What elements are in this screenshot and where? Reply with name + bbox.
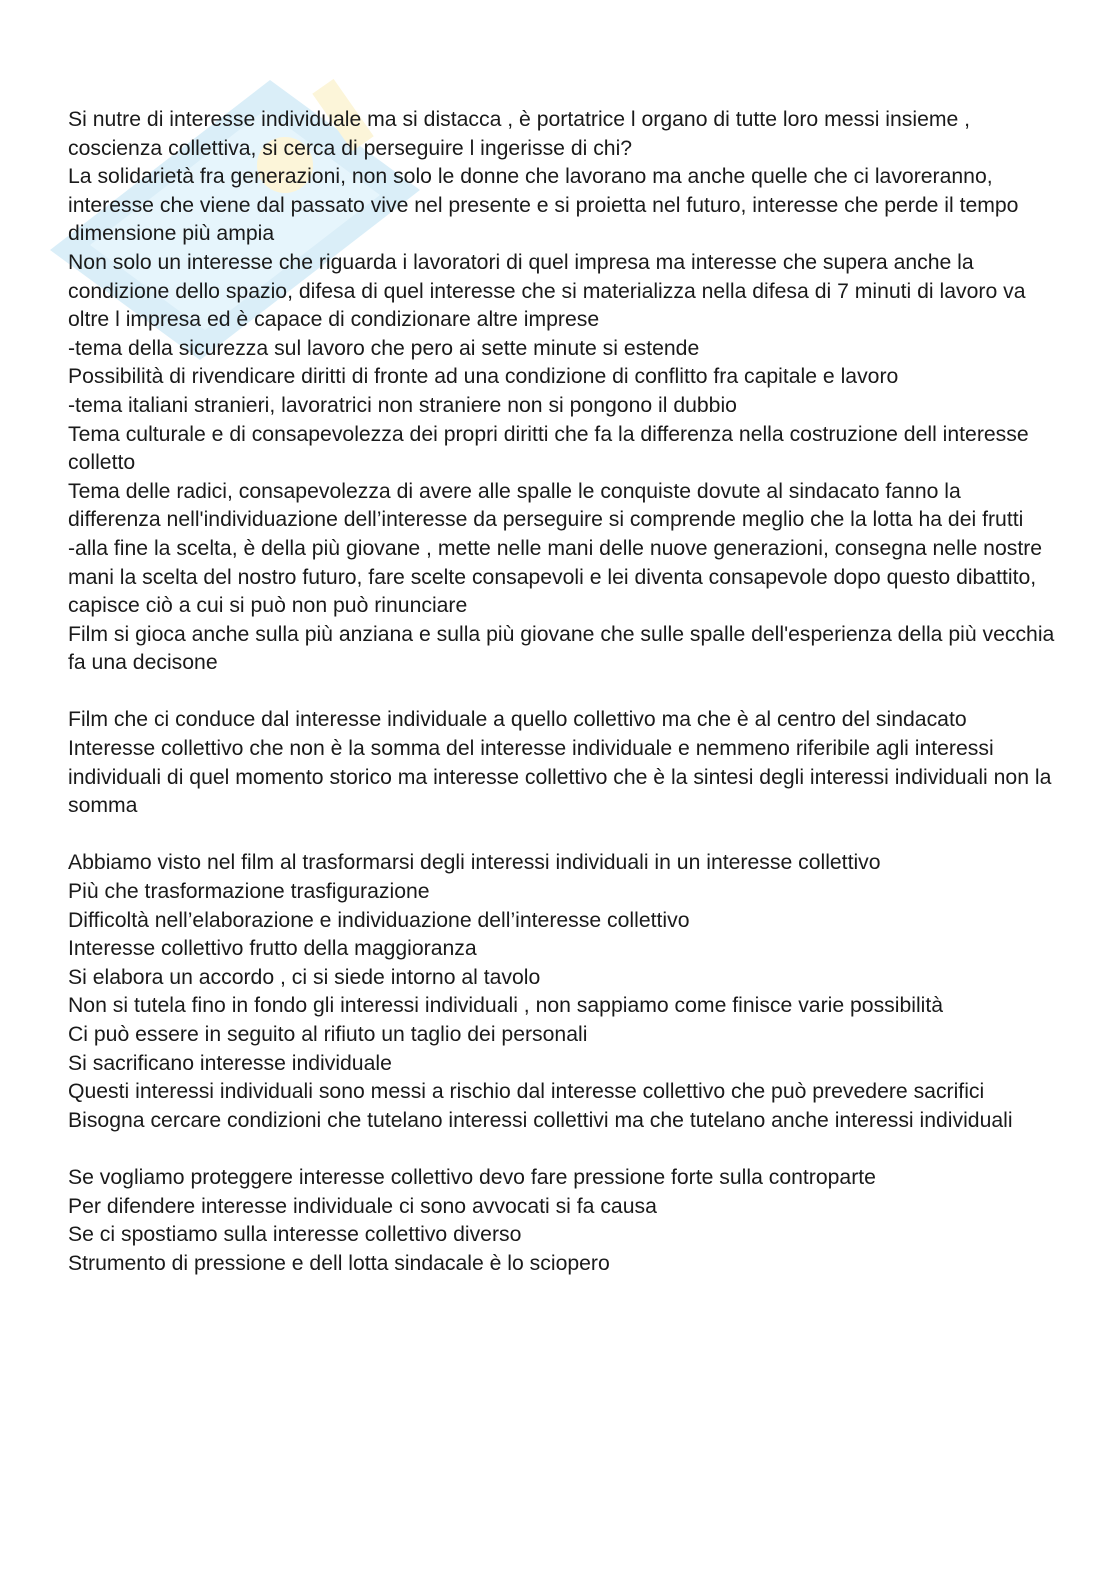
paragraph: Se ci spostiamo sulla interesse collettivo diverso [68,1223,522,1247]
paragraph: Film che ci conduce dal interesse individuale a quello collettivo ma che è al centro del sindacato [68,708,967,732]
document-body [68,106,1058,1278]
paragraph-gap [68,678,1058,707]
paragraph: Possibilità di rivendicare diritti di fronte ad una condizione di conflitto fra capitale e lavoro [68,365,899,389]
paragraph: Più che trasformazione trasfigurazione [68,880,430,904]
paragraph-gap [68,821,1058,850]
paragraph: Non solo un interesse che riguarda i lavoratori di quel impresa ma interesse che supera anche la condizione dello spazio, difesa di quel interesse che si materializza nella difesa di 7 minuti di lavoro va oltre l impresa ed è capace di condizionare altre imprese [68,250,1026,332]
paragraph-gap [68,1135,1058,1164]
paragraph: Difficoltà nell’elaborazione e individuazione dell’interesse collettivo [68,908,690,932]
paragraph: Film si gioca anche sulla più anziana e sulla più giovane che sulle spalle dell'esperienza della più vecchia fa una decisone [68,622,1055,675]
paragraph: Strumento di pressione e dell lotta sindacale è lo sciopero [68,1251,610,1275]
paragraph: Non si tutela fino in fondo gli interessi individuali , non sappiamo come finisce varie possibilità [68,994,944,1018]
paragraph: Si sacrificano interesse individuale [68,1051,392,1075]
paragraph: -tema italiani stranieri, lavoratrici non straniere non si pongono il dubbio [68,393,737,417]
paragraph: La solidarietà fra generazioni, non solo le donne che lavorano ma anche quelle che ci lavoreranno, interesse che viene dal passato vive nel presente e si proietta nel futuro, interesse che perde il tempo dimensione più ampia [68,165,1019,246]
paragraph: Tema delle radici, consapevolezza di avere alle spalle le conquiste dovute al sindacato fanno la differenza nell'individuazione dell’interesse da perseguire si comprende meglio che la lotta ha dei frutti [68,479,1024,532]
paragraph: Abbiamo visto nel film al trasformarsi degli interessi individuali in un interesse collettivo [68,851,881,875]
paragraph: Questi interessi individuali sono messi a rischio dal interesse collettivo che può prevedere sacrifici [68,1080,985,1104]
paragraph: -tema della sicurezza sul lavoro che pero ai sette minute si estende [68,336,700,360]
paragraph: Si elabora un accordo , ci si siede intorno al tavolo [68,965,541,989]
paragraph: -alla fine la scelta, è della più giovane , mette nelle mani delle nuove generazioni, consegna nelle nostre mani la scelta del nostro futuro, fare scelte consapevoli e lei diventa consapevole dopo questo dibattito, capisce ciò a cui si può non può rinunciare [68,536,1043,618]
paragraph: Interesse collettivo che non è la somma del interesse individuale e nemmeno riferibile agli interessi individuali di quel momento storico ma interesse collettivo che è la sintesi degli interessi individuali non la somma [68,737,1052,818]
paragraph: Tema culturale e di consapevolezza dei propri diritti che fa la differenza nella costruzione dell interesse colletto [68,422,1029,475]
paragraph: Per difendere interesse individuale ci sono avvocati si fa causa [68,1194,657,1218]
paragraph: Ci può essere in seguito al rifiuto un taglio dei personali [68,1023,588,1046]
paragraph: Interesse collettivo frutto della maggioranza [68,937,477,961]
paragraph: Bisogna cercare condizioni che tutelano interessi collettivi ma che tutelano anche interessi individuali [68,1108,1013,1132]
paragraph: Si nutre di interesse individuale ma si distacca , è portatrice l organo di tutte loro messi insieme , coscienza collettiva, si cerca di perseguire l ingerisse di chi? [68,108,971,160]
paragraph: Se vogliamo proteggere interesse collettivo devo fare pressione forte sulla controparte [68,1165,876,1189]
